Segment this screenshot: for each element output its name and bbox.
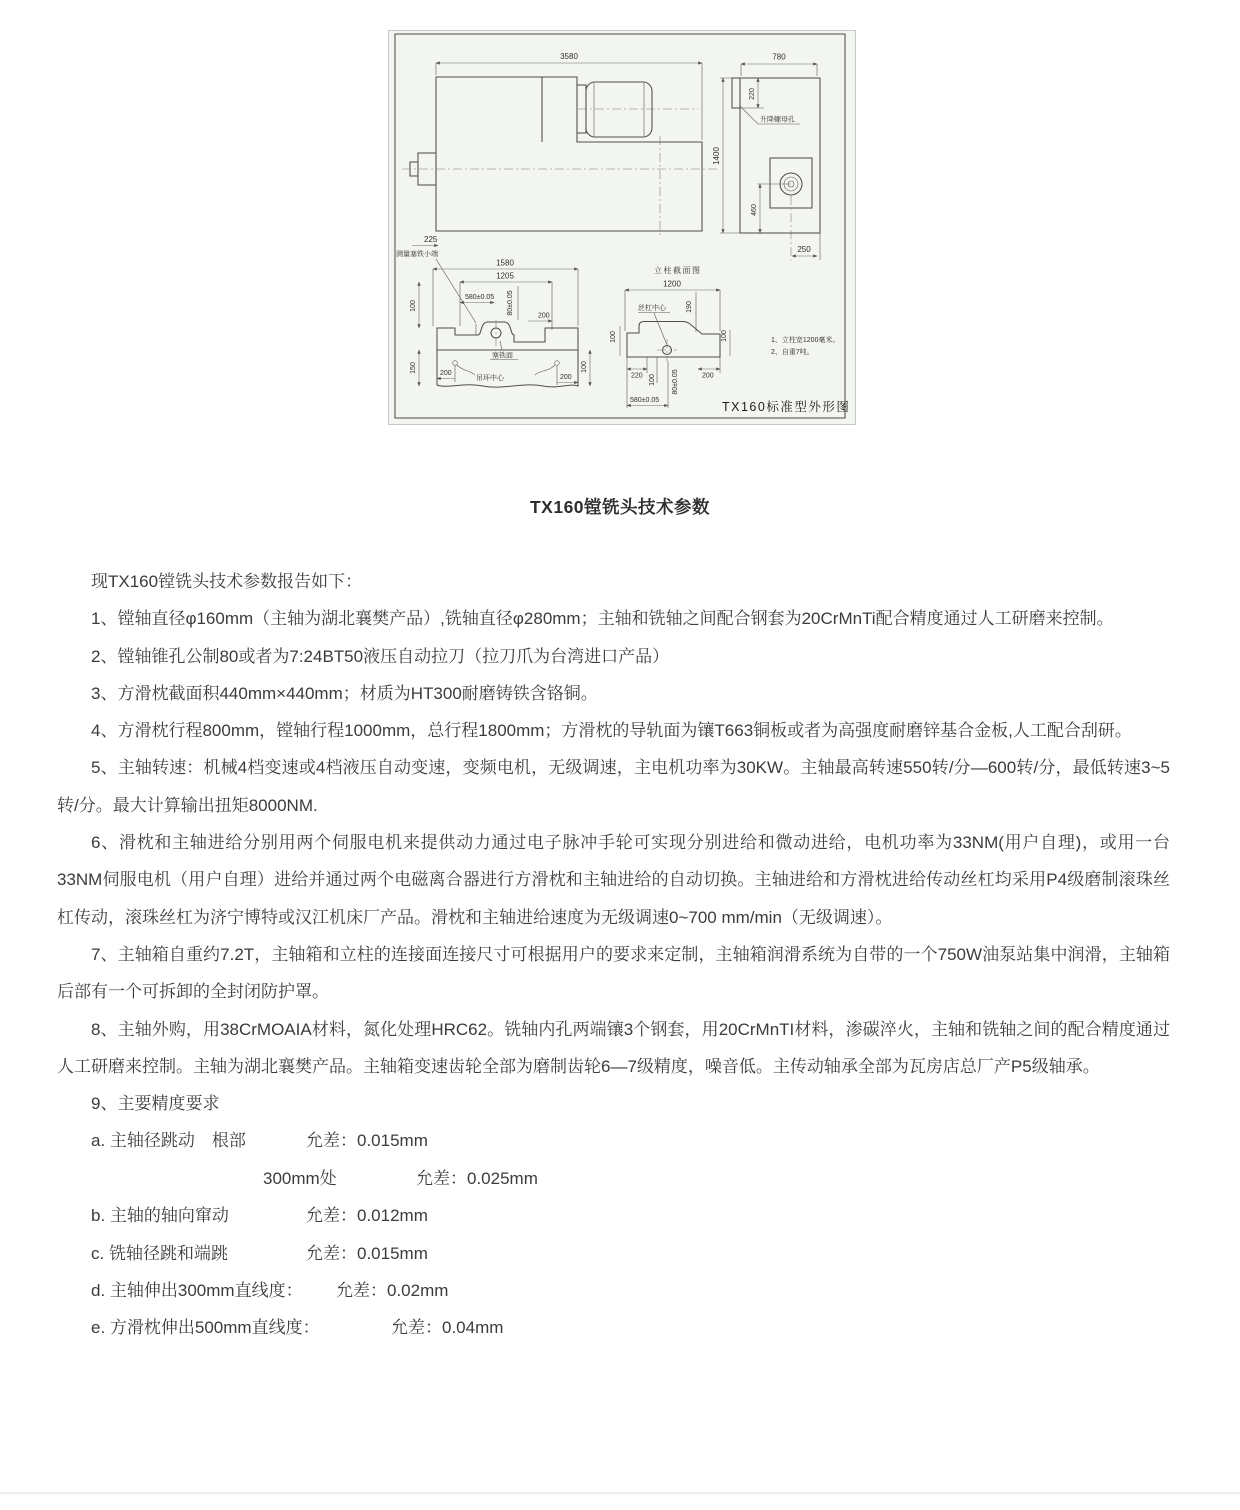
- dim-200-bottom-right: 200: [560, 374, 572, 381]
- dim-1400: 1400: [712, 147, 721, 165]
- paragraph-5: 5、主轴转速：机械4档变速或4档液压自动变速，变频电机，无级调速，主电机功率为30KW。主轴最高转速550转/分—600转/分，最低转速3~5转/分。最大计算输出扭矩8000NM.: [57, 758, 1170, 815]
- precision-row-e: [57, 1309, 1170, 1346]
- drawing-caption: TX160标准型外形图: [722, 400, 851, 414]
- dim-100-col-left: 100: [610, 331, 617, 343]
- dim-80-col: 80±0.05: [672, 369, 679, 395]
- paragraph-1: 1、镗轴直径φ160mm（主轴为湖北襄樊产品）,铣轴直径φ280mm；主轴和铣轴之间配合钢套为20CrMnTi配合精度通过人工研磨来控制。: [91, 609, 1114, 629]
- paragraph-4: 4、方滑枕行程800mm，镗轴行程1000mm，总行程1800mm；方滑枕的导轨面为镶T663铜板或者为高强度耐磨锌基合金板,人工配合刮研。: [91, 721, 1132, 741]
- paragraph-7: 7、主轴箱自重约7.2T，主轴箱和立柱的连接面连接尺寸可根据用户的要求来定制，主轴箱润滑系统为自带的一个750W油泵站集中润滑，主轴箱后部有一个可拆卸的全封闭防护罩。: [57, 944, 1170, 1002]
- document-title: TX160镗铣头技术参数: [529, 497, 711, 517]
- scan-paper: [389, 31, 856, 425]
- label-lift-nut-hole: 升降螺母孔: [760, 116, 795, 124]
- paragraph-2: 2、镗轴锥孔公制80或者为7:24BT50液压自动拉刀（拉刀爪为台湾进口产品）: [91, 646, 670, 666]
- dim-780: 780: [772, 52, 786, 62]
- precision-label: a. 主轴径跳动 根部: [91, 1131, 246, 1151]
- dim-3580: 3580: [560, 52, 578, 61]
- precision-value: 允差：0.015mm: [306, 1131, 428, 1151]
- page-bottom-divider: [0, 1492, 1240, 1494]
- dim-250: 250: [797, 245, 811, 254]
- label-screw-center: 丝杠中心: [638, 305, 666, 312]
- dim-460: 460: [751, 204, 758, 216]
- note-2: 2、自重7吨。: [771, 349, 814, 356]
- dim-225: 225: [424, 235, 438, 244]
- precision-label: e. 方滑枕伸出500mm直线度：: [91, 1318, 320, 1338]
- precision-value: 允差：0.012mm: [306, 1206, 428, 1226]
- dim-200-col: 200: [702, 372, 714, 380]
- precision-value: 允差：0.02mm: [336, 1281, 449, 1301]
- precision-row-d: [57, 1272, 1170, 1309]
- precision-label: 300mm处: [263, 1168, 337, 1188]
- precision-value: 允差：0.015mm: [306, 1243, 428, 1263]
- precision-label: d. 主轴伸出300mm直线度：: [91, 1281, 303, 1301]
- precision-value: 允差：0.025mm: [416, 1168, 538, 1188]
- dim-220-col: 220: [631, 372, 643, 380]
- dim-1580: 1580: [496, 258, 514, 268]
- precision-row-a2: [57, 1160, 1170, 1197]
- precision-row-b: [57, 1197, 1170, 1234]
- paragraph-3: 3、方滑枕截面积440mm×440mm；材质为HT300耐磨铸铁含铬铜。: [91, 683, 598, 703]
- precision-list: [57, 1122, 1170, 1346]
- precision-label: b. 主轴的轴向窜动: [91, 1206, 229, 1226]
- dim-580-left: 580±0.05: [465, 294, 495, 301]
- dim-100-col-bottom: 100: [649, 374, 656, 386]
- dim-80-left: 80±0.05: [507, 290, 514, 316]
- note-1: 1、立柱宽1200毫米。: [771, 337, 840, 344]
- precision-label: c. 铣轴径跳和端跳: [91, 1243, 228, 1263]
- precision-row-c: [57, 1235, 1170, 1272]
- paragraph-6: 6、滑枕和主轴进给分别用两个伺服电机来提供动力通过电子脉冲手轮可实现分别进给和微动进给，电机功率为33NM(用户自理)，或用一台33NM伺服电机（用户自理）进给并通过两个电磁离合器进行方滑枕和主轴进给的自动切换。主轴进给和方滑枕进给传动丝杠均采用P4级磨制滚珠丝杠传动，滚珠丝杠为济宁博特或汉江机床厂产品。滑枕和主轴进给速度为无级调速0~700 mm/min（无级调速）。: [57, 833, 1170, 927]
- dim-200-mid: 200: [538, 312, 550, 320]
- precision-value: 允差：0.04mm: [391, 1318, 504, 1338]
- dim-580-col: 580±0.05: [630, 397, 660, 404]
- dim-220-top: 220: [749, 88, 756, 100]
- label-column-section: 立柱截面图: [654, 266, 702, 275]
- label-ring-center: 吊环中心: [476, 375, 504, 382]
- precision-row-a: [57, 1122, 1170, 1159]
- paragraph-8: 8、主轴外购，用38CrMOAIA材料，氮化处理HRC62。铣轴内孔两端镶3个钢套，用20CrMnTI材料，渗碳淬火，主轴和铣轴之间的配合精度通过人工研磨来控制。主轴为湖北襄樊产品。主轴箱变速齿轮全部为磨制齿轮6—7级精度，噪音低。主传动轴承全部为瓦房店总厂产P5级轴承。: [57, 1019, 1170, 1076]
- dim-1205: 1205: [496, 271, 514, 281]
- dim-100-left-upper: 100: [410, 300, 417, 312]
- dim-100-right: 100: [581, 361, 588, 373]
- dim-1200: 1200: [663, 279, 681, 289]
- dim-100-col-right: 100: [721, 330, 728, 342]
- technical-drawing: [388, 30, 856, 425]
- dim-190: 190: [686, 301, 693, 313]
- document-body: [57, 563, 1170, 1347]
- dim-200-bottom-left: 200: [440, 370, 452, 377]
- drawing-canvas: [388, 30, 856, 425]
- dim-150: 150: [410, 362, 417, 374]
- label-measure-gib: 测量塞铁小端: [396, 251, 438, 258]
- intro-paragraph: 现TX160镗铣头技术参数报告如下：: [91, 572, 363, 591]
- label-gib-face: 塞铁面: [492, 352, 513, 360]
- paragraph-9: 9、主要精度要求: [91, 1094, 220, 1114]
